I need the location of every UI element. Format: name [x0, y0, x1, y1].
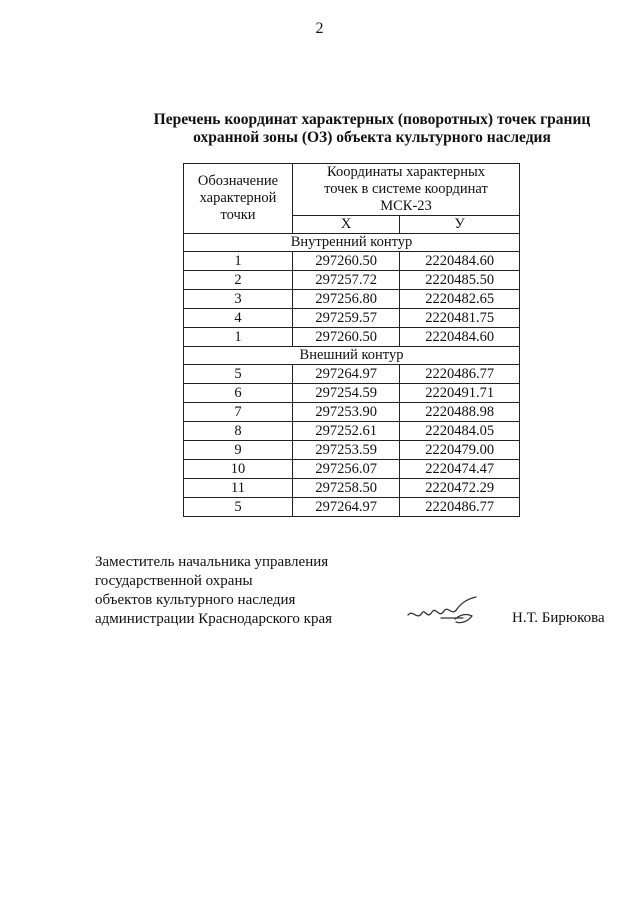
y-cell: 2220484.05 [400, 422, 520, 441]
point-cell: 3 [184, 290, 293, 309]
point-cell: 4 [184, 309, 293, 328]
position-line: государственной охраны [95, 573, 253, 589]
signer-name: Н.Т. Бирюкова [512, 610, 605, 626]
y-cell: 2220486.77 [400, 365, 520, 384]
point-cell: 1 [184, 328, 293, 347]
point-cell: 7 [184, 403, 293, 422]
table-row [184, 309, 520, 328]
x-cell: 297259.57 [293, 309, 400, 328]
table-row [184, 441, 520, 460]
section-title: Внешний контур [184, 347, 520, 365]
table-row [184, 422, 520, 441]
table-row [184, 479, 520, 498]
section-title: Внутренний контур [184, 234, 520, 252]
x-cell: 297260.50 [293, 252, 400, 271]
point-cell: 1 [184, 252, 293, 271]
y-cell: 2220482.65 [400, 290, 520, 309]
coordinates-table [183, 163, 520, 517]
x-cell: 297256.80 [293, 290, 400, 309]
table-row [184, 403, 520, 422]
title-line-2: охранной зоны (ОЗ) объекта культурного наследия [193, 129, 551, 146]
x-cell: 297264.97 [293, 498, 400, 517]
y-cell: 2220472.29 [400, 479, 520, 498]
y-cell: 2220474.47 [400, 460, 520, 479]
position-line: администрации Краснодарского края [95, 611, 333, 627]
y-cell: 2220488.98 [400, 403, 520, 422]
y-cell: 2220484.60 [400, 328, 520, 347]
point-cell: 5 [184, 498, 293, 517]
header-coords-line: Координаты характерных [327, 164, 485, 180]
x-cell: 297260.50 [293, 328, 400, 347]
header-coordinates [293, 164, 520, 216]
point-cell: 5 [184, 365, 293, 384]
table-row [184, 290, 520, 309]
point-cell: 2 [184, 271, 293, 290]
header-designation-line: характерной [199, 190, 277, 206]
header-point-designation [184, 164, 293, 234]
point-cell: 10 [184, 460, 293, 479]
table-row [184, 328, 520, 347]
title-line-1: Перечень координат характерных (поворотных) точек границ [153, 111, 591, 128]
y-cell: 2220479.00 [400, 441, 520, 460]
x-cell: 297253.90 [293, 403, 400, 422]
y-cell: 2220481.75 [400, 309, 520, 328]
x-cell: 297252.61 [293, 422, 400, 441]
table-row [184, 252, 520, 271]
point-cell: 6 [184, 384, 293, 403]
y-cell: 2220486.77 [400, 498, 520, 517]
position-line: Заместитель начальника управления [95, 554, 329, 570]
position-line: объектов культурного наследия [95, 592, 296, 608]
point-cell: 9 [184, 441, 293, 460]
header-coords-line: МСК-23 [380, 198, 432, 214]
x-cell: 297253.59 [293, 441, 400, 460]
header-coords-line: точек в системе координат [324, 181, 488, 197]
y-cell: 2220485.50 [400, 271, 520, 290]
table-row [184, 460, 520, 479]
x-cell: 297254.59 [293, 384, 400, 403]
header-designation-line: точки [220, 207, 256, 223]
signatory-position [95, 553, 332, 629]
table-body [184, 234, 520, 517]
section-header-row [184, 347, 520, 365]
y-cell: 2220491.71 [400, 384, 520, 403]
document-title [150, 111, 594, 147]
x-cell: 297256.07 [293, 460, 400, 479]
point-cell: 11 [184, 479, 293, 498]
table-row [184, 365, 520, 384]
header-x: X [293, 216, 400, 234]
header-designation-line: Обозначение [197, 173, 279, 189]
point-cell: 8 [184, 422, 293, 441]
table-row [184, 271, 520, 290]
header-y: У [400, 216, 520, 234]
table-row [184, 384, 520, 403]
x-cell: 297257.72 [293, 271, 400, 290]
handwritten-signature [405, 593, 487, 633]
x-cell: 297264.97 [293, 365, 400, 384]
x-cell: 297258.50 [293, 479, 400, 498]
section-header-row [184, 234, 520, 252]
table-row [184, 498, 520, 517]
page-number: 2 [315, 20, 324, 37]
y-cell: 2220484.60 [400, 252, 520, 271]
